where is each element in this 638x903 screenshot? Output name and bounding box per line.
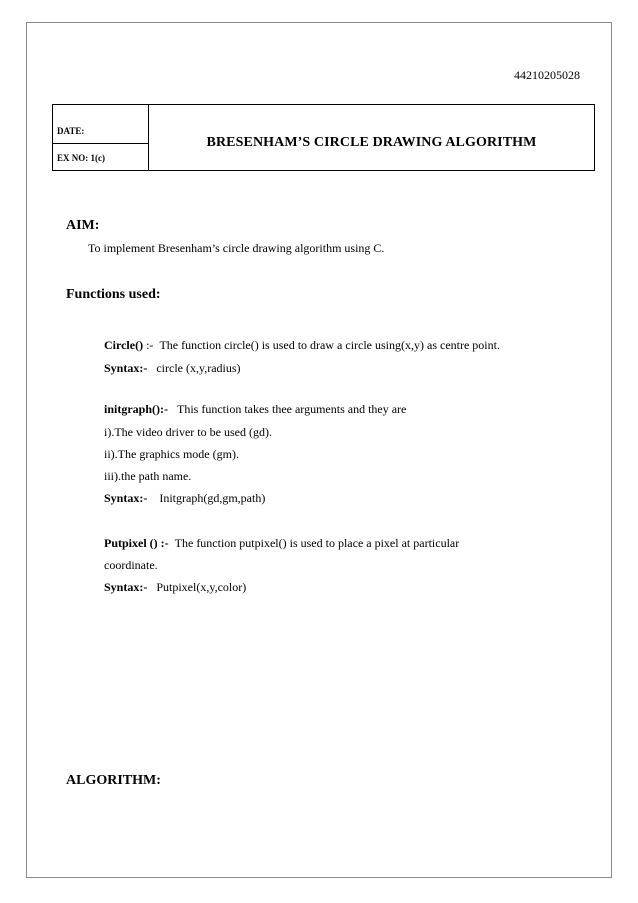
exercise-number-label: EX NO: 1(c) — [57, 153, 105, 163]
putpixel-function-description: The function putpixel() is used to place a pixel at particular — [174, 536, 460, 550]
aim-heading: AIM: — [66, 218, 100, 233]
circle-syntax: circle (x,y,radius) — [156, 361, 241, 375]
circle-syntax-line — [104, 361, 241, 376]
algorithm-heading: ALGORITHM: — [66, 773, 161, 788]
putpixel-syntax-label: Syntax:- — [104, 580, 148, 594]
initgraph-syntax-line — [104, 491, 265, 506]
initgraph-function-line — [104, 402, 406, 417]
header-table — [52, 104, 595, 171]
circle-function-separator: :- — [143, 338, 154, 352]
header-cell-divider — [53, 143, 149, 144]
initgraph-item: i).The video driver to be used (gd). — [104, 425, 272, 439]
putpixel-syntax-line — [104, 580, 246, 595]
functions-heading: Functions used: — [66, 287, 161, 302]
document-title: BRESENHAM’S CIRCLE DRAWING ALGORITHM — [206, 135, 537, 150]
putpixel-function-name: Putpixel () :- — [104, 536, 169, 550]
initgraph-function-description: This function takes thee arguments and they are — [177, 402, 407, 416]
initgraph-syntax: Initgraph(gd,gm,path) — [159, 491, 266, 505]
circle-syntax-label: Syntax:- — [104, 361, 148, 375]
date-label: DATE: — [57, 126, 85, 136]
putpixel-function-line — [104, 536, 459, 551]
circle-function-description: The function circle() is used to draw a circle using(x,y) as centre point. — [159, 338, 500, 352]
initgraph-item: iii).the path name. — [104, 469, 192, 483]
putpixel-description-continued: coordinate. — [104, 558, 158, 572]
aim-text: To implement Bresenham’s circle drawing algorithm using C. — [88, 241, 385, 255]
circle-function-name: Circle() — [104, 338, 144, 352]
initgraph-function-name: initgraph():- — [104, 402, 168, 416]
initgraph-syntax-label: Syntax:- — [104, 491, 148, 505]
initgraph-item: ii).The graphics mode (gm). — [104, 447, 239, 461]
register-number: 44210205028 — [514, 68, 580, 82]
circle-function-line — [104, 338, 500, 353]
header-left-cell — [53, 105, 149, 170]
putpixel-syntax: Putpixel(x,y,color) — [156, 580, 247, 594]
